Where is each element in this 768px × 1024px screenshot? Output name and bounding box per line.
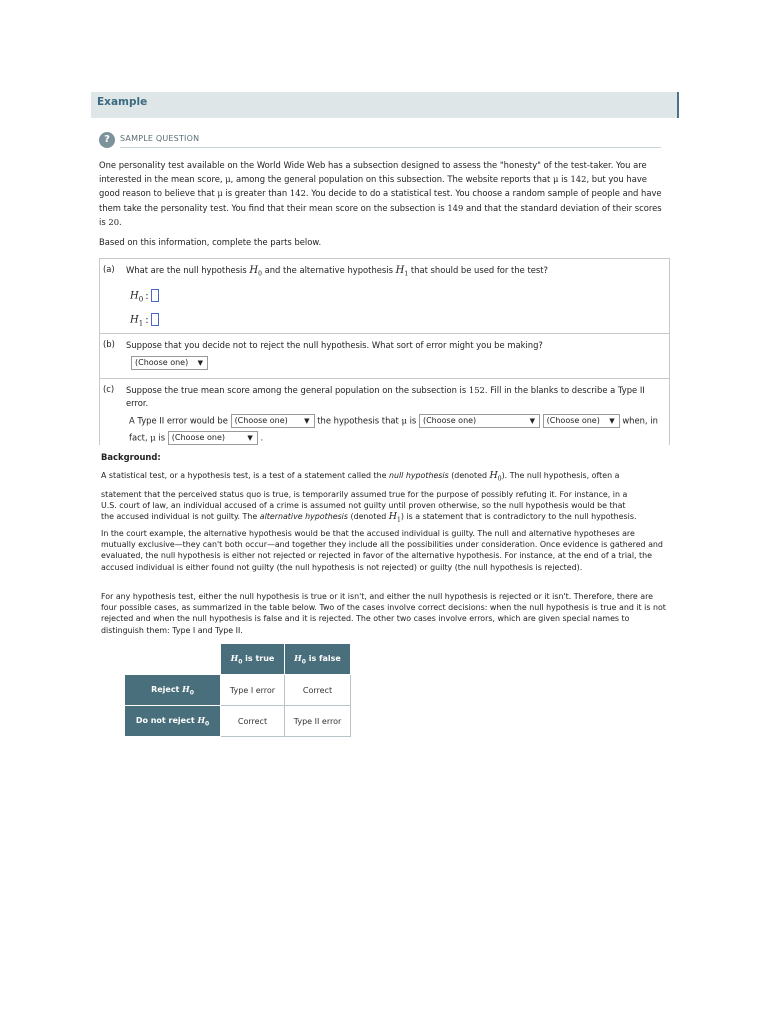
- table-cell: Type II error: [285, 706, 351, 737]
- background-title: Background:: [101, 452, 161, 462]
- header-h0-false: $H_0$ is false: [285, 644, 351, 675]
- decision-select[interactable]: (Choose one) ▼: [231, 414, 315, 428]
- instructions: Based on this information, complete the parts below.: [99, 237, 322, 247]
- background-paragraph-1: A statistical test, or a hypothesis test, is a test of a statement called the null hypothesis (denoted $H_0$). The null hypothesis, often a statement that the perceived status quo is true, is temporarily assumed true for the purpose of possibly refuting it. For instance, in a U.S. court of law, an individual accused of a crime is assumed not guilty until proven otherwise, so the null hypothesis would be that the accused individual is not guilty. The alternative hypothesis (denoted $H_1$) is a statement that is contradictory to the null hypothesis.: [101, 470, 637, 524]
- type-ii-sentence-line2: fact, μ is (Choose one) ▼ .: [129, 431, 263, 445]
- type-ii-sentence-line1: A Type II error would be (Choose one) ▼ the hypothesis that μ is (Choose one) ▼ (Choose one) ▼ when, in: [129, 414, 669, 428]
- sample-question-label: SAMPLE QUESTION: [120, 134, 200, 143]
- table-cell: Type I error: [221, 675, 285, 706]
- table-cell: Correct: [285, 675, 351, 706]
- alt-hypothesis-row: $H_1$ :: [130, 313, 159, 328]
- part-b-prompt: Suppose that you decide not to reject the null hypothesis. What sort of error might you be making?: [126, 340, 543, 350]
- row-do-not-reject-h0: Do not reject $H_0$: [125, 706, 221, 737]
- example-header: [91, 92, 679, 118]
- hypothesis-outcome-table: [124, 643, 351, 737]
- question-icon: ?: [99, 132, 115, 148]
- error-type-select[interactable]: (Choose one) ▼: [131, 356, 208, 370]
- table-cell: Correct: [221, 706, 285, 737]
- value-select[interactable]: (Choose one) ▼: [543, 414, 620, 428]
- background-paragraph-2: In the court example, the alternative hypothesis would be that the accused individual is guilty. The null and alternative hypotheses are mutually exclusive—they can't both occur—and together they include all the possibilities under consideration. Once evidence is gathered and evaluated, the null hypothesis is either not rejected or rejected in favor of the alternative hypothesis. For instance, at the end of a trial, the accused individual is either found not guilty (the null hypothesis is not rejected) or guilty (the null hypothesis is rejected).: [101, 529, 663, 572]
- question-text: [99, 158, 665, 229]
- part-c: [100, 379, 669, 445]
- relation-select[interactable]: (Choose one) ▼: [419, 414, 540, 428]
- null-hypothesis-row: $H_0$ :: [130, 289, 159, 304]
- parts-container: [99, 258, 670, 445]
- part-c-label: (c): [103, 384, 115, 394]
- part-b-label: (b): [103, 339, 115, 349]
- background-paragraph-3: For any hypothesis test, either the null hypothesis is true or it isn't, and either the null hypothesis is rejected or it isn't. Therefore, there are four possible cases, as summarized in the table below. Two of the cases involve correct decisions: when the null hypothesis is true and it is not rejected and when the null hypothesis is false and it is rejected. The other two cases involve errors, which are given special names to distinguish them: Type I and Type II.: [101, 592, 666, 635]
- part-a: [100, 259, 669, 334]
- row-reject-h0: Reject $H_0$: [125, 675, 221, 706]
- part-b: [100, 334, 669, 379]
- part-a-label: (a): [103, 264, 115, 274]
- question-line: good reason to believe that μ is greater than 142. You decide to do a statistical test. You choose a random sample of people and have: [99, 188, 662, 199]
- sample-question-header: [99, 131, 661, 149]
- divider: [120, 147, 661, 148]
- question-line: them take the personality test. You find that their mean score on the subsection is 149 and that the standard deviation of their scores: [99, 202, 662, 213]
- question-line: is 20.: [99, 216, 122, 227]
- part-c-prompt: Suppose the true mean score among the general population on the subsection is 152. Fill in the blanks to describe a Type II error.: [126, 385, 645, 408]
- true-relation-select[interactable]: (Choose one) ▼: [168, 431, 258, 445]
- question-line: interested in the mean score, μ, among the general population on this subsection. The website reports that μ is 142, but you have: [99, 174, 647, 185]
- part-a-prompt: What are the null hypothesis $H_0$ and the alternative hypothesis $H_1$ that should be used for the test?: [126, 265, 548, 278]
- header-h0-true: $H_0$ is true: [221, 644, 285, 675]
- question-line: One personality test available on the World Wide Web has a subsection designed to assess the "honesty" of the test-taker. You are: [99, 160, 647, 170]
- null-hypothesis-input[interactable]: [151, 289, 159, 302]
- alt-hypothesis-input[interactable]: [151, 313, 159, 326]
- example-title: Example: [97, 96, 148, 108]
